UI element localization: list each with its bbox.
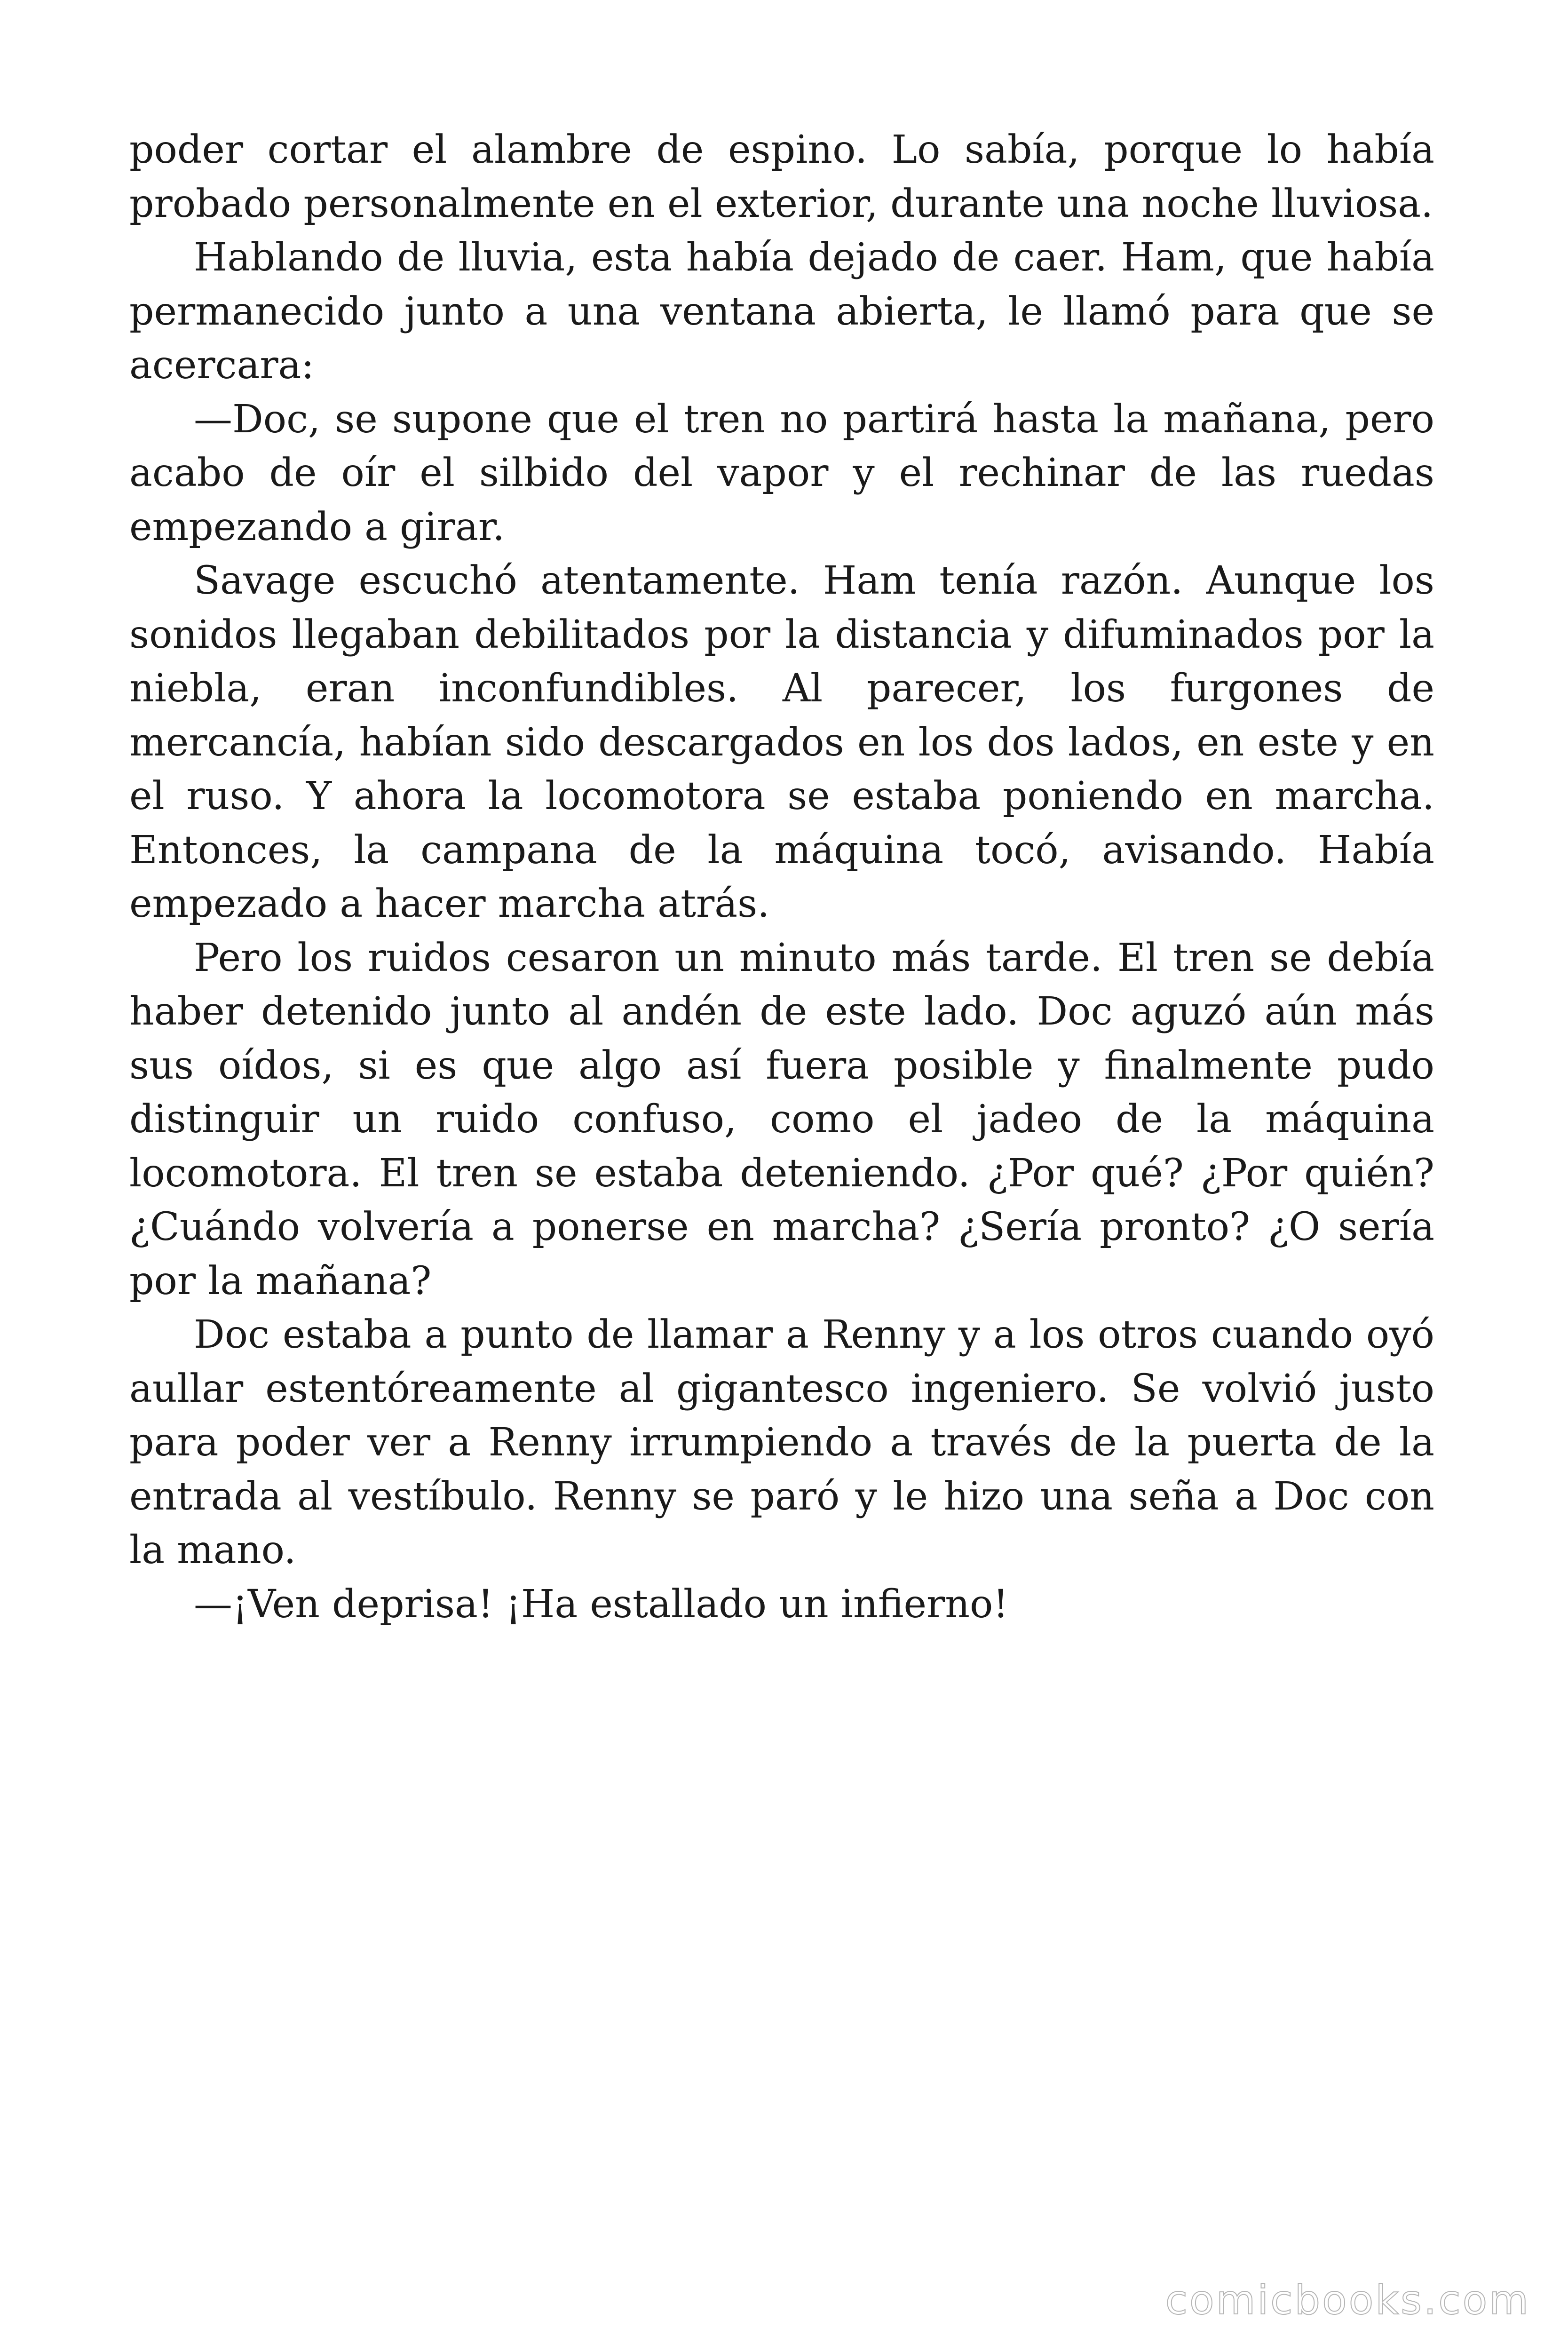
paragraph: Savage escuchó atentamente. Ham tenía razón. Aunque los sonidos llegaban debilitados por la distancia y difuminados por la niebla, eran inconfundibles. Al parecer, los furgones de mercancía, habían sido descargados en los dos lados, en este y en el ruso. Y ahora la locomotora se estaba poniendo en marcha. Entonces, la campana de la máquina tocó, avisando. Había empezado a hacer marcha atrás. [129, 558, 1434, 926]
dialogue-paragraph: —Doc, se supone que el tren no partirá hasta la mañana, pero acabo de oír el silbido del vapor y el rechinar de las ruedas empezando a girar. [129, 397, 1434, 549]
paragraph: Pero los ruidos cesaron un minuto más tarde. El tren se debía haber detenido junto al andén de este lado. Doc aguzó aún más sus oídos, si es que algo así fuera posible y finalmente pudo distinguir un ruido confuso, como el jadeo de la máquina locomotora. El tren se estaba deteniendo. ¿Por qué? ¿Por quién? ¿Cuándo volvería a ponerse en marcha? ¿Sería pronto? ¿O sería por la mañana? [129, 935, 1434, 1303]
paragraph-continuation: poder cortar el alambre de espino. Lo sabía, porque lo había probado personalmente en el exterior, durante una noche lluviosa. [129, 127, 1434, 226]
watermark: comicbooks.com [1165, 2277, 1530, 2324]
paragraph: Hablando de lluvia, esta había dejado de caer. Ham, que había permanecido junto a una ventana abierta, le llamó para que se acercara: [129, 235, 1434, 388]
body-text [129, 123, 1434, 1631]
dialogue-paragraph: —¡Ven deprisa! ¡Ha estallado un infierno! [194, 1581, 1009, 1627]
paragraph: Doc estaba a punto de llamar a Renny y a los otros cuando oyó aullar estentóreamente al gigantesco ingeniero. Se volvió justo para poder ver a Renny irrumpiendo a través de la puerta de la entrada al vestíbulo. Renny se paró y le hizo una seña a Doc con la mano. [129, 1312, 1434, 1573]
